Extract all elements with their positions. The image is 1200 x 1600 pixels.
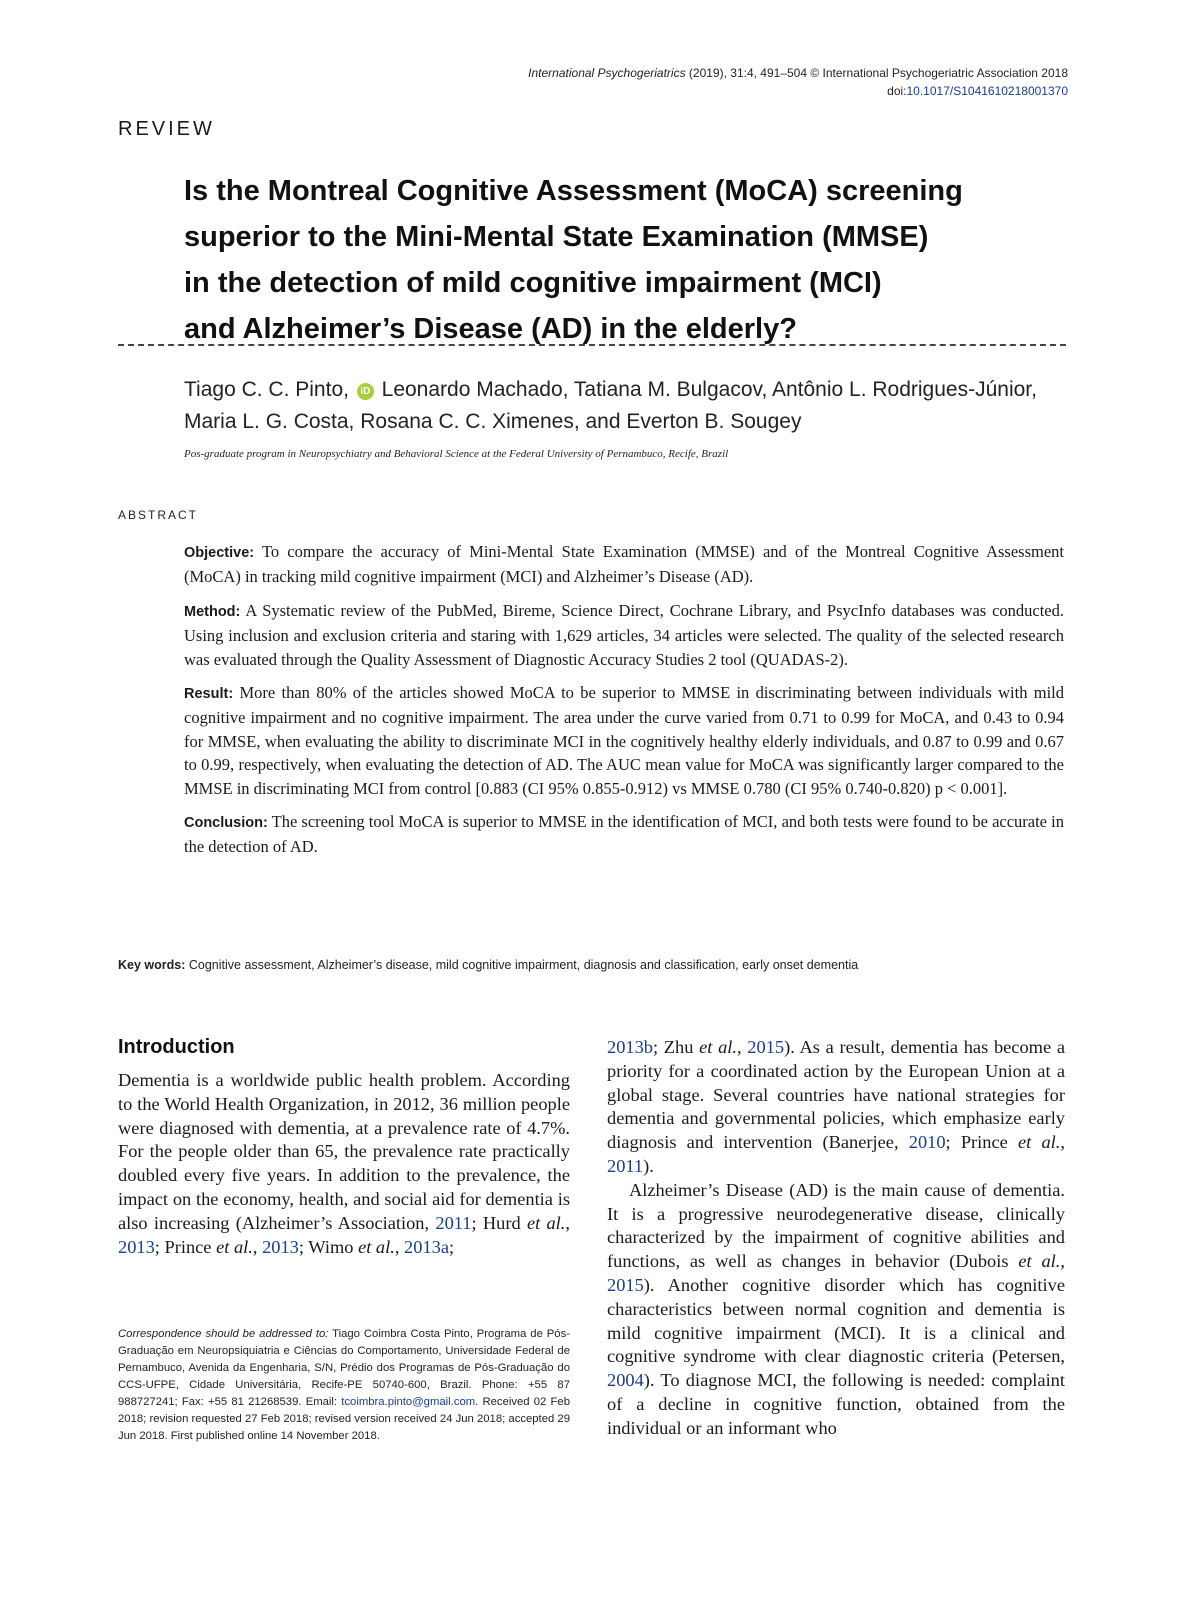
correspondence-lead: Correspondence should be addressed to: [118,1328,329,1340]
citation-link[interactable]: 2013b [607,1037,653,1057]
orcid-icon[interactable]: iD [357,383,374,400]
doi-link[interactable]: 10.1017/S1041610218001370 [906,84,1068,98]
abstract-heading: ABSTRACT [118,508,199,522]
intro-paragraph-2 [607,1179,1065,1441]
first-author: Tiago C. C. Pinto, [184,378,349,401]
right-column [607,1036,1065,1441]
text-run: , [394,1236,405,1257]
keywords-label: Key words: [118,958,186,972]
text-run: , [1060,1132,1065,1153]
citation-link[interactable]: 2011 [607,1155,644,1176]
method-label: Method: [184,603,241,620]
title-line: Is the Montreal Cognitive Assessment (MoCA) screening [184,175,963,207]
text-run: Dementia is a worldwide public health problem. According to the World Health Organization, in 2012, 36 million people were diagnosed with dementia, at a prevalence rate of 4.7%. For the people older than 65, the prevalence rate practically doubled every five years. In addition to the prevalence, the impact on the economy, health, and social aid for dementia is also increasing (Alzheimer’s Association, [118,1070,570,1233]
text-run: ). [643,1155,654,1176]
objective-label: Objective: [184,545,255,561]
citation-link[interactable]: 2013 [118,1236,155,1257]
result-label: Result: [184,686,234,703]
intro-paragraph-1-continued [607,1036,1065,1179]
abstract-method [184,599,1064,671]
text-run: , [565,1212,570,1233]
method-text: A Systematic review of the PubMed, Bireme, Science Direct, Cochrane Library, and PsycInfo databases was conducted. Using inclusion and exclusion criteria and staring with 1,629 articles, 34 articles were selected. The quality of the selected research was evaluated through the Quality Assessment of Diagnostic Accuracy Studies 2 tool (QUADAS-2). [184,600,1064,669]
text-run: ; Zhu [652,1037,700,1057]
text-run: ). As a result, dementia has become a priority for a coordinated action by the European Union at a global stage. Several countries have national strategies for dementia and governmental policies, which emphasize early diagnosis and intervention (Banerjee, [607,1037,1065,1153]
keywords-text: Cognitive assessment, Alzheimer’s disease, mild cognitive impairment, diagnosis and classification, early onset dementia [185,958,859,972]
journal-header [528,64,1068,100]
result-text: More than 80% of the articles showed MoCA to be superior to MMSE in discriminating between individuals with mild cognitive impairment and no cognitive impairment. The area under the curve varied from 0.71 to 0.99 for MoCA, and 0.43 to 0.94 for MMSE, when evaluating the ability to discriminate MCI in the cognitively healthy elderly individuals, and 0.87 to 0.99 and 0.67 to 0.99, respectively, when evaluating the detection of AD. The AUC mean value for MoCA was significantly larger compared to the MMSE in discriminating MCI from control [0.883 (CI 95% 0.855-0.912) vs MMSE 0.780 (CI 95% 0.740-0.820) p < 0.001]. [184,683,1064,798]
title-line: in the detection of mild cognitive impairment (MCI) [184,267,882,299]
citation-line [528,64,1068,82]
text-run: ; Wimo [298,1236,359,1257]
text-run: , [252,1236,263,1257]
correspondence-text: Tiago Coimbra Costa Pinto, Programa de Pós-Graduação em Neuropsiquiatria e Ciências do Comportamento, Universidade Federal de Pernambuco, Avenida da Engenharia, S/N, Prédio dos Programas de Pós-Graduação do CCS-UFPE, Cidade Universitária, Recife-PE 50740-600, Brazil. Phone: +55 87 988727241; Fax: +55 81 21268539. Email: [118,1328,571,1408]
citation-link[interactable]: 2015 [747,1037,785,1057]
citation-link[interactable]: 2010 [908,1132,946,1153]
citation-link[interactable]: 2015 [607,1274,644,1295]
left-column [118,1036,570,1259]
text-run: ). Another cognitive disorder which has cognitive characteristics between normal cognition and dementia is mild cognitive impairment (MCI). It is a clinical and cognitive syndrome with clear diagnostic criteria (Petersen, [607,1274,1065,1367]
conclusion-text: The screening tool MoCA is superior to MMSE in the identification of MCI, and both tests were found to be accurate in the detection of AD. [184,812,1064,857]
abstract-result [184,681,1064,800]
text-run: ; Prince [945,1132,1019,1153]
correspondence-dates: . Received 02 Feb 2018; revision requested 27 Feb 2018; revised version received 24 Jun 2018; accepted 29 Jun 2018. First published online 14 November 2018. [118,1396,570,1442]
other-authors: Leonardo Machado, Tatiana M. Bulgacov, Antônio L. Rodrigues-Júnior, Maria L. G. Costa, Rosana C. C. Ximenes, and Everton B. Sougey [184,378,1037,433]
section-type-label: REVIEW [118,118,215,140]
et-al: et al. [1018,1132,1061,1153]
abstract-body [184,540,1064,869]
title-line: superior to the Mini-Mental State Examination (MMSE) [184,221,929,253]
title-divider [118,344,1066,346]
doi-prefix: doi: [887,84,907,98]
objective-text: To compare the accuracy of Mini-Mental State Examination (MMSE) and of the Montreal Cognitive Assessment (MoCA) in tracking mild cognitive impairment (MCI) and Alzheimer’s Disease (AD). [184,542,1064,587]
text-run: , [737,1037,748,1057]
conclusion-label: Conclusion: [184,815,268,832]
citation-link[interactable]: 2004 [607,1370,644,1391]
citation-link[interactable]: 2011 [435,1212,472,1233]
abstract-conclusion [184,810,1064,859]
article-title [184,168,1064,352]
affiliation: Pos-graduate program in Neuropsychiatry and Behavioral Science at the Federal University of Pernambuco, Recife, Brazil [184,448,729,460]
text-run: ; Hurd [471,1212,527,1233]
et-al: et al. [526,1212,566,1233]
et-al: et al. [216,1236,253,1257]
title-line: and Alzheimer’s Disease (AD) in the elderly? [184,313,797,345]
et-al: et al. [699,1037,737,1057]
abstract-objective [184,540,1064,589]
doi-line [528,82,1068,100]
et-al: et al. [1018,1251,1061,1272]
text-run: ). To diagnose MCI, the following is needed: complaint of a decline in cognitive function, obtained from the individual or an informant who [607,1370,1065,1438]
citation-link[interactable]: 2013a [404,1236,449,1257]
author-list [184,374,1064,438]
email-link[interactable]: tcoimbra.pinto@gmail.com [341,1396,476,1408]
text-run: ; [449,1236,455,1257]
citation-link[interactable]: 2013 [262,1236,299,1257]
correspondence-footnote [118,1326,570,1445]
text-run: , [1060,1251,1065,1272]
citation-text: (2019), 31:4, 491–504 © International Psychogeriatric Association 2018 [685,66,1068,80]
keywords [118,958,1068,972]
text-run: Alzheimer’s Disease (AD) is the main cause of dementia. It is a progressive neurodegenerative disease, clinically characterized by the impairment of cognitive abilities and functions, as well as changes in behavior (Dubois [607,1179,1065,1272]
journal-name: International Psychogeriatrics [528,66,686,80]
text-run: ; Prince [154,1236,217,1257]
introduction-heading: Introduction [118,1036,235,1058]
et-al: et al. [358,1236,395,1257]
intro-paragraph-1 [118,1069,570,1259]
